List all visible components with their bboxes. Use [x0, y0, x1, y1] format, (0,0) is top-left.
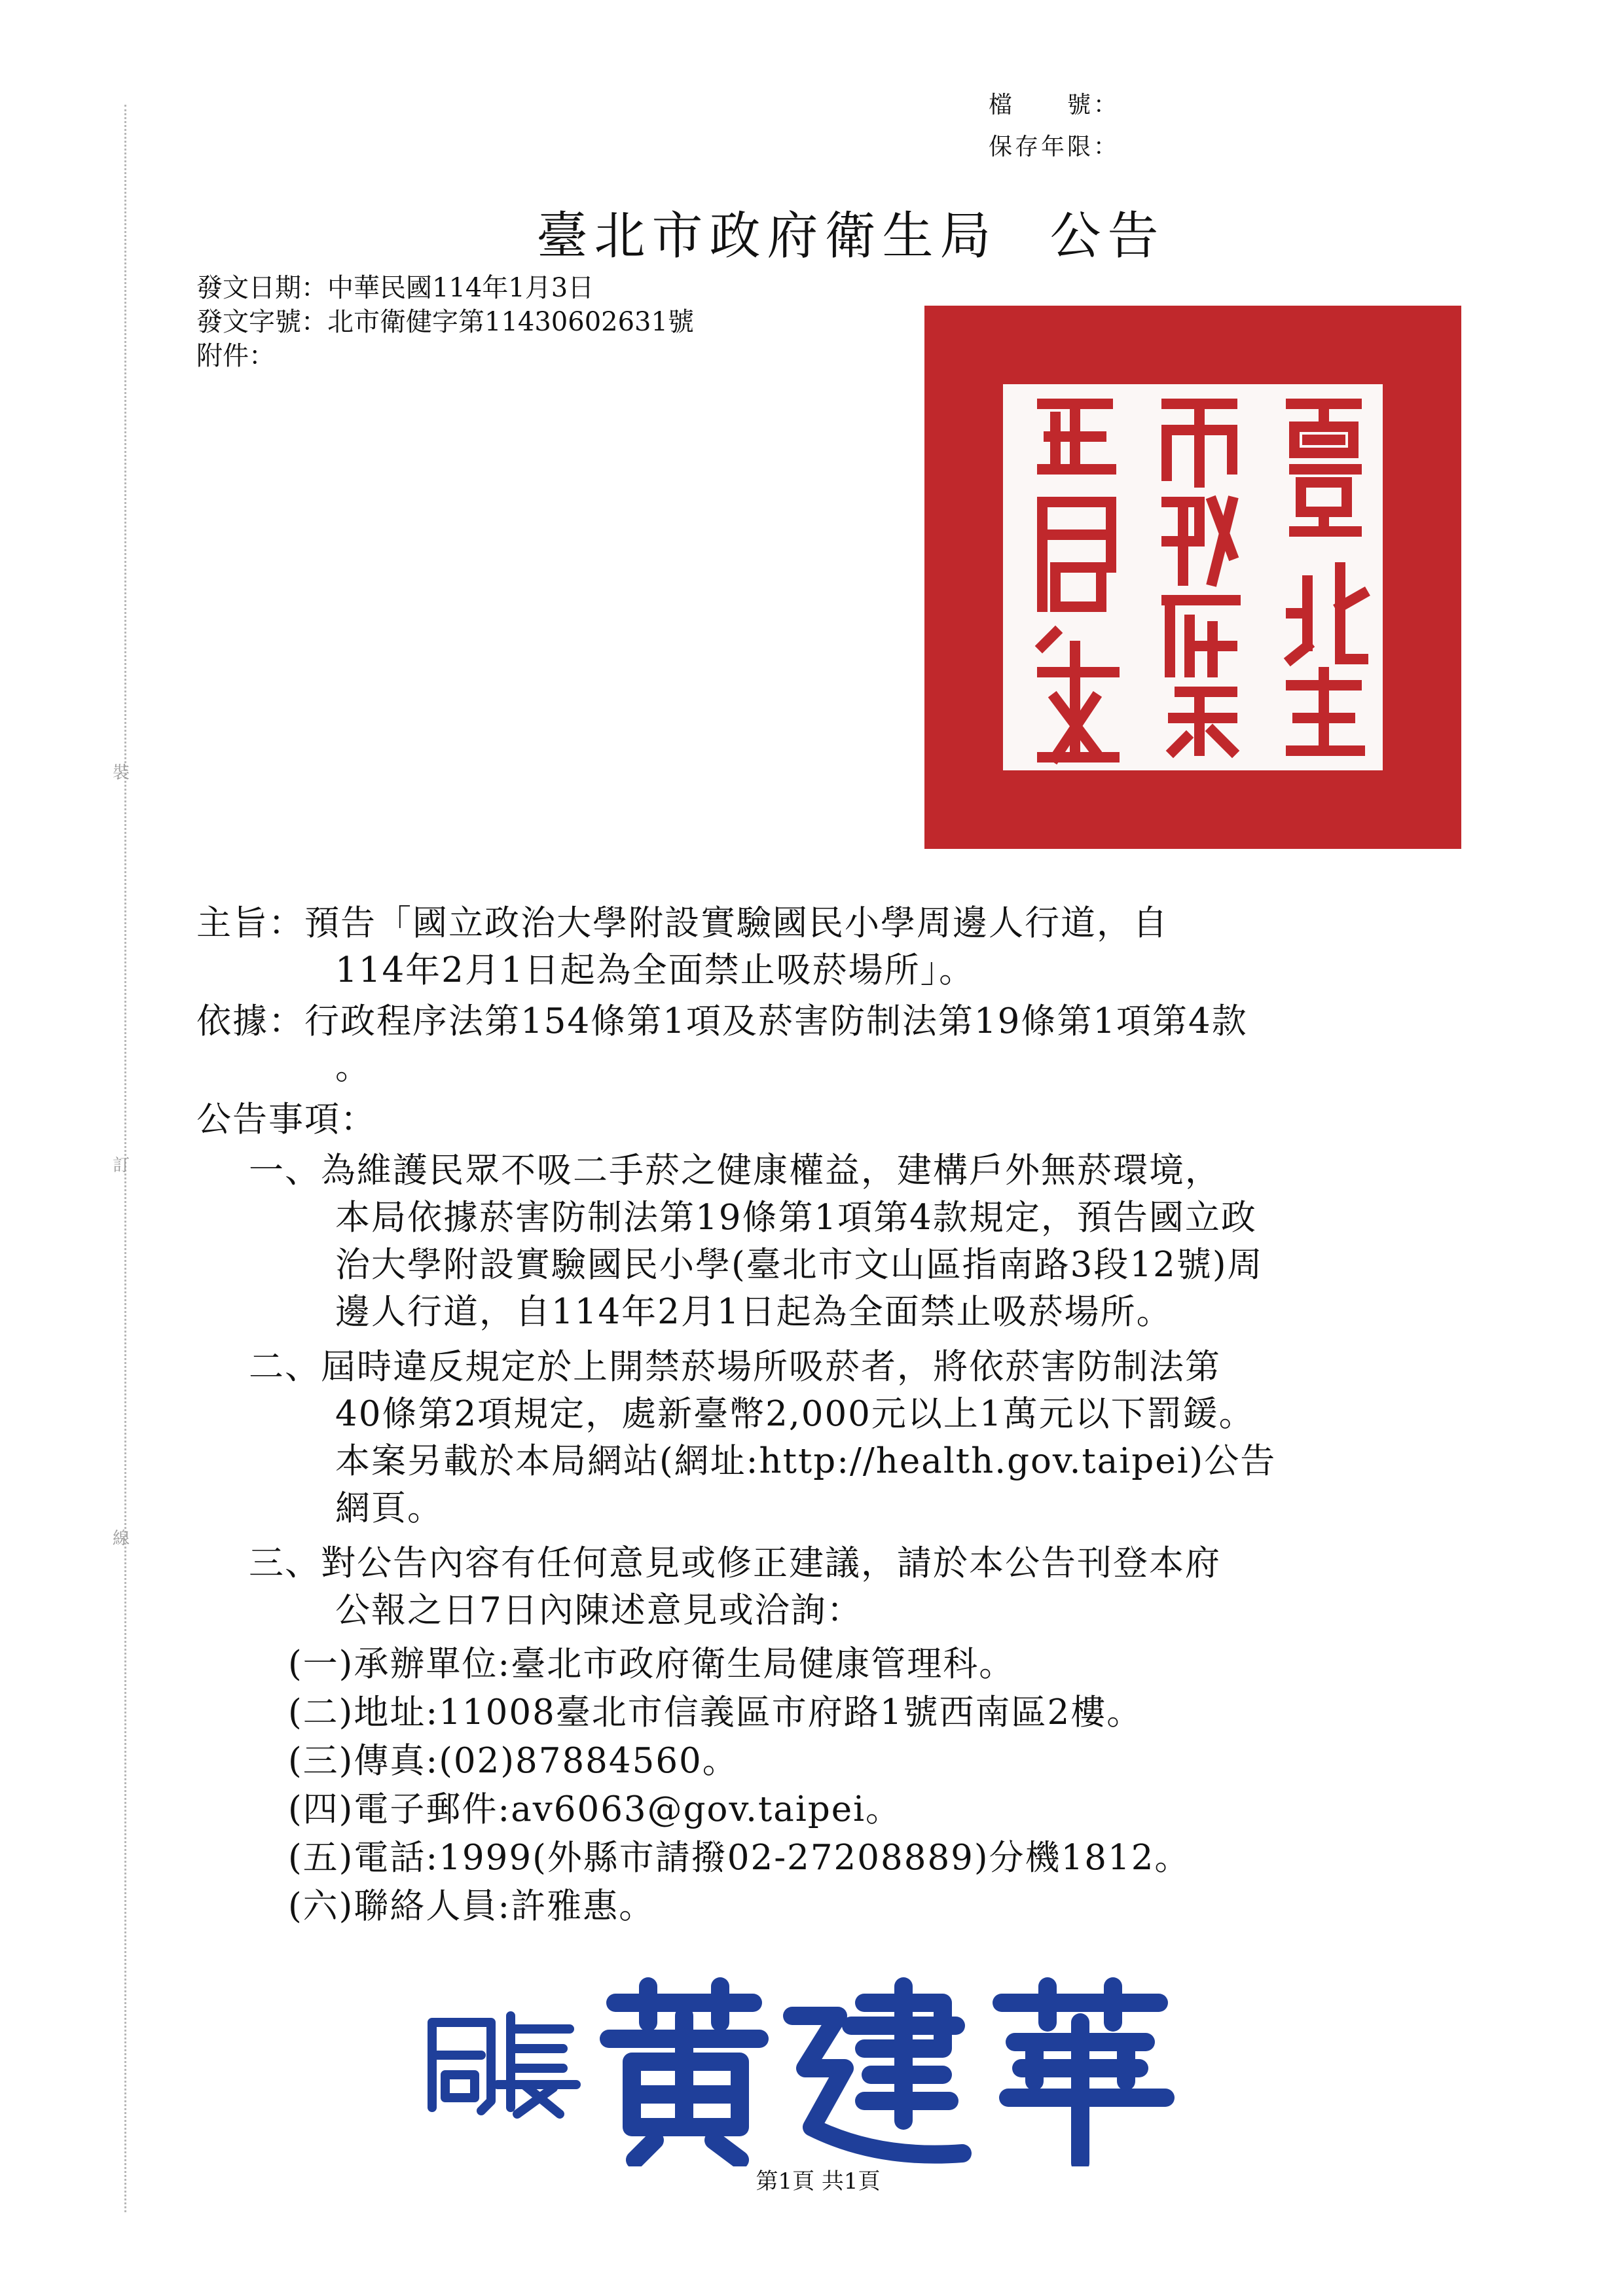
item-1-line-2: 本局依據菸害防制法第19條第1項第4款規定，預告國立政 [335, 1198, 1257, 1238]
basis-line-2: 。 [335, 1047, 371, 1087]
item-2-line-1: 二、屆時違反規定於上開禁菸場所吸菸者，將依菸害防制法第 [249, 1347, 1221, 1387]
binding-mark-xian: 線 [113, 1529, 130, 1549]
binding-mark-zhuang: 裝 [113, 763, 130, 783]
contact-unit: (一)承辦單位:臺北市政府衛生局健康管理科。 [288, 1644, 1015, 1684]
item-1-line-4: 邊人行道，自114年2月1日起為全面禁止吸菸場所。 [335, 1292, 1173, 1332]
binding-mark-ding: 訂 [113, 1156, 130, 1175]
contact-address: (二)地址:11008臺北市信義區市府路1號西南區2樓。 [288, 1693, 1143, 1732]
agency-name: 臺北市政府衛生局 [536, 207, 998, 266]
basis-line-1: 依據：行政程序法第154條第1項及菸害防制法第19條第1項第4款 [196, 1001, 1248, 1041]
document-type: 公告 [1049, 207, 1165, 266]
retention-period-label: 保存年限： [989, 134, 1120, 160]
item-3-line-1: 三、對公告內容有任何意見或修正建議，請於本公告刊登本府 [249, 1543, 1221, 1583]
contact-person: (六)聯絡人員:許雅惠。 [288, 1886, 655, 1926]
contact-fax: (三)傳真:(02)87884560。 [288, 1741, 739, 1781]
contact-email: (四)電子郵件:av6063@gov.taipei。 [288, 1789, 902, 1829]
subject-line-1: 主旨：預告「國立政治大學附設實驗國民小學周邊人行道，自 [196, 903, 1169, 943]
official-seal [924, 306, 1461, 849]
notice-heading: 公告事項： [196, 1100, 376, 1139]
document-number: 發文字號：北市衛健字第11430602631號 [196, 307, 694, 337]
attachment-label: 附件： [196, 341, 275, 371]
item-2-line-4: 網頁。 [335, 1488, 443, 1528]
item-2-line-3: 本案另載於本局網站(網址:http://health.gov.taipei)公告 [335, 1441, 1277, 1481]
file-number-label: 檔 號： [989, 92, 1120, 118]
contact-phone: (五)電話:1999(外縣市請撥02-27208889)分機1812。 [288, 1838, 1191, 1878]
item-1-line-3: 治大學附設實驗國民小學(臺北市文山區指南路3段12號)周 [335, 1245, 1264, 1285]
subject-line-2: 114年2月1日起為全面禁止吸菸場所」。 [335, 950, 976, 990]
issue-date: 發文日期：中華民國114年1月3日 [196, 273, 594, 303]
item-1-line-1: 一、為維護民眾不吸二手菸之健康權益，建構戶外無菸環境， [249, 1151, 1221, 1191]
item-3-line-2: 公報之日7日內陳述意見或洽詢： [335, 1590, 863, 1630]
page-number: 第1頁 共1頁 [756, 2168, 881, 2195]
document-title [0, 195, 1623, 268]
item-2-line-2: 40條第2項規定，處新臺幣2,000元以上1萬元以下罰鍰。 [335, 1394, 1255, 1434]
director-signature-stamp [419, 1977, 1192, 2166]
